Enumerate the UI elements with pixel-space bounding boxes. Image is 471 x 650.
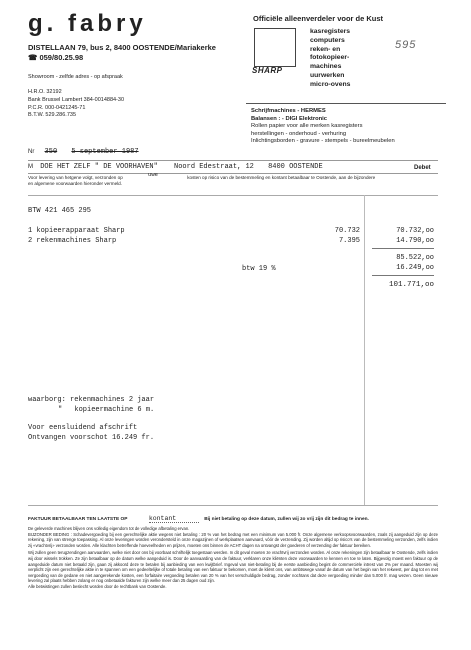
customer-prefix: M <box>28 164 33 170</box>
customer-city: 8400 OOSTENDE <box>268 163 323 171</box>
registration-btw: B.T.W. 529.286.735 <box>28 112 77 119</box>
registration-hro: H.R.O. 32192 <box>28 89 62 95</box>
copy-line-2: Ontvangen voorschot 16.249 fr. <box>28 434 155 442</box>
table-row: 1 kopieerapparaat Sharp <box>28 227 125 235</box>
service-item: Balansen : - DIGI Elektronic <box>251 115 328 122</box>
payable-value: kontant <box>149 515 199 523</box>
delivery-text-1: Voor levering van hetgene volgt, verzonden op <box>28 175 123 180</box>
item-descriptions <box>28 226 125 246</box>
delivery-text-2: kosten op risico van de bestemmeling en kontant betaalbaar te Oostende, aan de bijzondere <box>187 175 376 180</box>
subtotal: 85.522,oo <box>396 254 434 262</box>
registration-pcr: P.C.R. 000-0421245-71 <box>28 104 86 111</box>
copy-line-1: Voor eensluidend afschrift <box>28 424 138 432</box>
service-item: Schrijfmachines - HERMES <box>251 108 326 114</box>
terms-text <box>28 526 438 590</box>
payable-suffix: Bij niet betaling op deze datum, zullen wij zo vrij zijn dit bedrag te innen. <box>204 517 369 522</box>
delivery-handwritten: uwe <box>148 171 158 178</box>
service-item: Inlichtingsborden - gravure - stempels - bureelmeubelen <box>251 138 395 145</box>
showroom-note: Showroom - zelfde adres - op afspraak <box>28 74 123 80</box>
customer-name: DOE HET ZELF " DE VOORHAVEN" <box>40 163 158 171</box>
warranty-label: waarborg: <box>28 396 66 404</box>
service-item: Rollen papier voor alle merken kasregisters <box>251 123 363 130</box>
invoice-date: 5 september 1987 <box>71 148 139 156</box>
item-totals <box>368 226 434 246</box>
total-rule <box>372 275 434 276</box>
delivery-terms <box>28 171 448 187</box>
item-unit: 7.395 <box>338 237 360 245</box>
product-item: machines <box>310 63 342 71</box>
terms-paragraph: BIJZONDER BEDING : Schadevergoeding bij een gerechtelijke aktie wegens niet betaling : 20 % van het bedrag met een minimum van 5.000 fr. Onze algemene verkoopsvoorwaarden, zoals zij aangeduid zijn op deze rekening, zijn van strenge toepassing. Al onze leveringen worden verondersteld in onze magazijnen of werkplaatsen aanvaard, vóór de verzending. Zij worden altijd op risico's van de bestemmeling verzonden, zelfs indien zij «vrachtvrij» verzonden worden. Alle klachten betreffende hoeveelheden en prijzen, moeten ons binnen de ACHT dagen na ontvangst der goederen of verzending der faktuur bereiken. <box>28 531 438 548</box>
invoice-nr-label: Nr <box>28 149 35 155</box>
table-top-rule <box>28 195 438 196</box>
product-item: micro-ovens <box>310 80 351 88</box>
vat-label: btw 19 % <box>242 265 276 273</box>
registration-bank: Bank Brussel Lambert 384-0014884-30 <box>28 96 125 103</box>
sharp-logo: SHARP <box>252 66 283 75</box>
customer-line <box>28 163 468 171</box>
terms-top-rule <box>28 505 438 506</box>
table-row: 2 rekenmachines Sharp <box>28 237 117 245</box>
product-item: fotokopieer- <box>310 54 350 62</box>
product-item: uurwerken <box>310 71 345 79</box>
product-item: computers <box>310 36 345 44</box>
item-unit-prices <box>300 226 360 246</box>
payable-label: FAKTUUR BETAALBAAR TEN LAATSTE OP <box>28 517 128 522</box>
subtotal-rule <box>372 248 434 249</box>
item-total: 14.790,oo <box>396 237 434 245</box>
invoice-number: 350 <box>44 148 58 156</box>
warranty-line-1: rekenmachines 2 jaar <box>70 396 155 404</box>
warranty-ditto: " <box>58 406 63 414</box>
copy-block <box>28 423 154 443</box>
services-list <box>251 108 395 146</box>
dealer-heading: Officiële alleenverdeler voor de Kust <box>253 14 384 23</box>
item-unit: 70.732 <box>334 227 360 235</box>
registration-block <box>28 89 124 120</box>
payable-line <box>28 515 448 523</box>
handwritten-number: 595 <box>395 39 417 51</box>
sharp-logo-box <box>254 28 296 67</box>
customer-bottom-rule <box>28 173 438 174</box>
company-logo: g. fabry <box>28 10 147 37</box>
phone-icon: ☎ <box>28 53 38 62</box>
company-address: DISTELLAAN 79, bus 2, 8400 OOSTENDE/Mariakerke <box>28 43 216 52</box>
vat-number: BTW 421 465 295 <box>28 207 92 215</box>
vat-amount: 16.249,oo <box>396 264 434 272</box>
table-col-divider <box>364 195 365 505</box>
warranty-line-2: kopieermachine 6 m. <box>74 406 155 414</box>
customer-address: Noord Edestraat, 12 <box>174 163 254 171</box>
item-total: 70.732,oo <box>396 227 434 235</box>
customer-top-rule <box>28 160 438 161</box>
company-phone-line <box>28 53 83 62</box>
grand-total: 101.771,oo <box>388 281 434 289</box>
company-phone: 059/80.25.98 <box>39 53 84 62</box>
warranty-block <box>28 395 154 415</box>
terms-paragraph: Wij zullen geen terugzendingen aanvaarden, welke niet door ons bij voorbaat schriftelijk toegestaan werden. In dit geval moeten ze vrachtvrij verzonden worden. Al onze rekeningen zijn betaalbaar te Oostende, zelfs indien wij door wissels trokken. Ze zijn betaalbaar op de datum welke aangeduid is. Door de aanvaarding van de faktuur, verklaren onze kliënten deze voorwaarden te kennen en toe te laten. Bijgevolg moest een faktuur op de aangeduide datum niet betaald zijn, gaan zij akkoord deze te betalen bij aanbieding van een kwijtbrief. Ingeval van niet-betaling bij de eerste aanbieding begint de commerciële intrest van 2% per maand. Moesten wij verplicht zijn een gerechtelijke aktie in te spannen om een gedeeltelijke of totale betaling van een faktuur te bekomen, moet de kliënt ons, van ambtswege vanaf de datum van het begin van het rekwest, per dag tot en met vergoeding van de gedane en niet aangerekende kosten, een forfaitaire vergoeding betalen van 20 % van het verschuldigde bedrag, zonder nochtans dat deze vergoeding minder dan 5.000 fr. mag wezen. Geen nieuwe levering zal plaats hebben zolang er nog onbetaalde fakturen zijn welke meer dan 25 dagen oud zijn. <box>28 550 438 584</box>
terms-paragraph: De geleverde machines blijven ons volledig eigendom tot de volledige afbetaling ervan. <box>28 526 190 531</box>
services-divider <box>246 103 446 104</box>
invoice-number-line <box>28 148 238 156</box>
product-item: kasregisters <box>310 28 351 35</box>
product-item: reken- en <box>310 45 341 53</box>
terms-paragraph: Alle betwistingen zullen beslecht worden door de rechtbank van Oostende. <box>28 583 167 589</box>
service-item: herstellingen - onderhoud - verhuring <box>251 130 347 137</box>
sharp-product-list <box>310 28 350 90</box>
debet-label: Debet <box>414 165 431 171</box>
delivery-text-3: en algemene voorwaarden hieronder vermeld. <box>28 181 122 187</box>
